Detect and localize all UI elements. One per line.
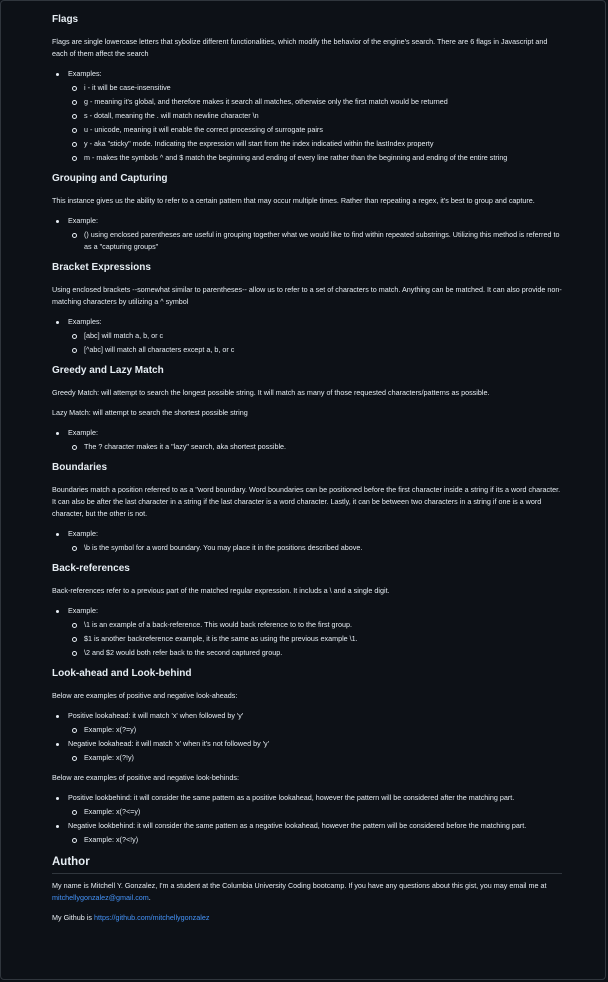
heading-author: Author	[52, 854, 562, 874]
flags-intro: Flags are single lowercase letters that sybolize different functionalities, which modify the behavior of the engine's search. There are 6 flags in Javascript and each of them affect the search	[52, 37, 548, 58]
heading-lookaround: Look-ahead and Look-behind	[52, 668, 192, 679]
list-item: [abc] will match a, b, or c	[68, 330, 562, 342]
author-github	[52, 912, 562, 924]
list-item: The ? character makes it a "lazy" search, aka shortest possible.	[68, 441, 562, 453]
bracket-examples-label: Examples:	[68, 317, 102, 326]
email-link[interactable]: mitchellygonzalez@gmail.com	[52, 893, 149, 902]
greedy-p1: Greedy Match: will attempt to search the longest possible string. It will match as many of those requested characters/patterns as possible.	[52, 388, 490, 397]
github-label: My Github is	[52, 913, 92, 922]
heading-backrefs: Back-references	[52, 563, 130, 574]
heading-grouping: Grouping and Capturing	[52, 173, 168, 184]
heading-greedy: Greedy and Lazy Match	[52, 365, 164, 376]
list-item	[52, 528, 562, 554]
greedy-sublist	[68, 441, 562, 453]
negative-lookahead-label: Negative lookahead: it will match 'x' when it's not followed by 'y'	[68, 739, 270, 748]
list-item: Example: x(?<!y)	[68, 834, 562, 846]
bracket-intro: Using enclosed brackets --somewhat similar to parentheses-- allow us to refer to a set of characters to match. Anything can be matched. It can also provide non-matching characters by utilizing a ^ symbol	[52, 285, 562, 306]
grouping-list	[52, 215, 562, 253]
flags-list	[52, 68, 562, 164]
list-item: Example: x(?!y)	[68, 752, 562, 764]
negative-lookbehind-sublist	[68, 834, 562, 846]
boundaries-list	[52, 528, 562, 554]
positive-lookbehind-label: Positive lookbehind: it will consider the same pattern as a positive lookahead, however the pattern will be considered after the matching part.	[68, 793, 515, 802]
grouping-sublist	[68, 229, 562, 253]
author-bio	[52, 880, 562, 904]
negative-lookahead-sublist	[68, 752, 562, 764]
positive-lookahead-sublist	[68, 724, 562, 736]
list-item	[52, 215, 562, 253]
list-item: u - unicode, meaning it will enable the correct processing of surrogate pairs	[68, 124, 562, 136]
list-item: Example: x(?<=y)	[68, 806, 562, 818]
greedy-example-label: Example:	[68, 428, 98, 437]
list-item: [^abc] will match all characters except a, b, or c	[68, 344, 562, 356]
list-item: s - dotall, meaning the . will match newline character \n	[68, 110, 562, 122]
list-item: () using enclosed parentheses are useful in grouping together what we would like to find within repeated substrings. Utilizing this method is referred to as a "capturing groups"	[68, 229, 562, 253]
boundaries-example-label: Example:	[68, 529, 98, 538]
positive-lookbehind-sublist	[68, 806, 562, 818]
negative-lookbehind-label: Negative lookbehind: it will consider the same pattern as a negative lookahead, however the pattern will be considered before the matching part.	[68, 821, 527, 830]
list-item: i - it will be case-insensitive	[68, 82, 562, 94]
list-item: $1 is another backreference example, it is the same as using the previous example \1.	[68, 633, 562, 645]
list-item	[52, 738, 562, 764]
heading-bracket: Bracket Expressions	[52, 262, 151, 273]
boundaries-intro: Boundaries match a position referred to as a "word boundary. Word boundaries can be positioned before the first character inside a string if its a word character. It can also be after the last character in a string if the last character is a word character. Lastly, it can be between two characters in a string if one is a word character, but the other is not.	[52, 485, 561, 518]
backrefs-intro: Back-references refer to a previous part of the matched regular expression. It includs a \ and a single digit.	[52, 586, 390, 595]
list-item: y - aka "sticky" mode. Indicating the expression will start from the index indicatied within the lastIndex property	[68, 138, 562, 150]
greedy-p2: Lazy Match: will attempt to search the shortest possible string	[52, 408, 248, 417]
positive-lookahead-label: Positive lookahead: it will match 'x' when followed by 'y'	[68, 711, 244, 720]
author-bio-end: .	[148, 893, 151, 902]
author-bio-text: My name is Mitchell Y. Gonzalez, I'm a student at the Columbia University Coding bootcamp. If you have any questions about this gist, you may email me at	[52, 881, 547, 890]
backrefs-sublist	[68, 619, 562, 659]
lookbehind-intro: Below are examples of positive and negative look-behinds:	[52, 773, 239, 782]
backrefs-example-label: Example:	[68, 606, 98, 615]
list-item	[52, 427, 562, 453]
list-item	[52, 316, 562, 356]
lookahead-intro: Below are examples of positive and negative look-aheads:	[52, 691, 238, 700]
bracket-list	[52, 316, 562, 356]
lookbehind-list	[52, 792, 562, 846]
heading-flags: Flags	[52, 14, 79, 25]
grouping-example-label: Example:	[68, 216, 98, 225]
list-item: \b is the symbol for a word boundary. You may place it in the positions described above.	[68, 542, 562, 554]
list-item	[52, 792, 562, 818]
list-item: Example: x(?=y)	[68, 724, 562, 736]
boundaries-sublist	[68, 542, 562, 554]
greedy-list	[52, 427, 562, 453]
github-link[interactable]: https://github.com/mitchellygonzalez	[93, 913, 210, 922]
list-item: m - makes the symbols ^ and $ match the beginning and ending of every line rather than the beginning and ending of the entire string	[68, 152, 562, 164]
bracket-sublist	[68, 330, 562, 356]
list-item: \2 and $2 would both refer back to the second captured group.	[68, 647, 562, 659]
flags-examples-label: Examples:	[68, 69, 102, 78]
lookahead-list	[52, 710, 562, 764]
heading-boundaries: Boundaries	[52, 462, 108, 473]
list-item	[52, 605, 562, 659]
flags-sublist	[68, 82, 562, 164]
grouping-intro: This instance gives us the ability to refer to a certain pattern that may occur multiple times. Rather than repeating a regex, it's best to group and capture.	[52, 196, 535, 205]
list-item	[52, 820, 562, 846]
list-item	[52, 710, 562, 736]
backrefs-list	[52, 605, 562, 659]
list-item: \1 is an example of a back-reference. This would back reference to to the first group.	[68, 619, 562, 631]
list-item	[52, 68, 562, 164]
markdown-body	[52, 13, 562, 932]
list-item: g - meaning it's global, and therefore makes it search all matches, otherwise only the first match would be returned	[68, 96, 562, 108]
